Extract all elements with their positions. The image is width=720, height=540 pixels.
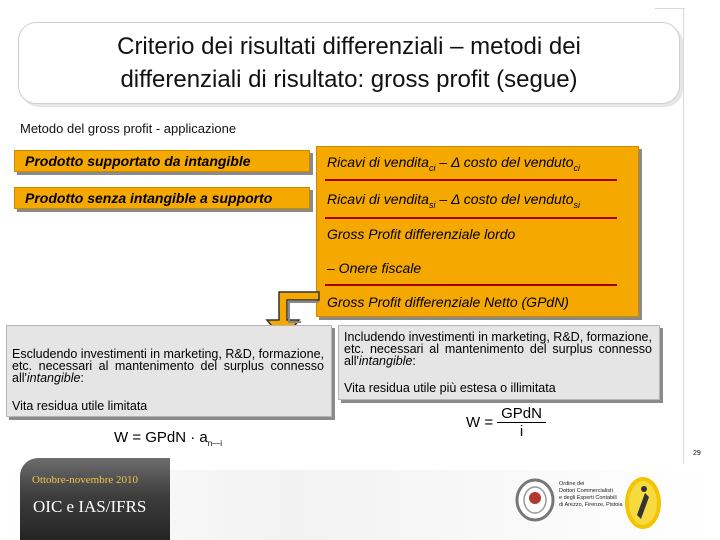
separator (325, 179, 617, 181)
left-panel-text: Escludendo investimenti in marketing, R&D, formazione, etc. necessari al mantenimento del surplus connesso all'intangible: (12, 347, 324, 385)
right-info-panel (338, 325, 660, 400)
left-info-panel (6, 325, 332, 417)
subtitle: Metodo del gross profit - applicazione (20, 121, 237, 136)
formula-line-tax: – Onere fiscale (327, 260, 422, 276)
page-number: 29 (693, 450, 701, 457)
title-line-1: Criterio dei risultati differenziali – metodi dei (117, 33, 581, 60)
side-line (683, 8, 684, 463)
emblem-logo-icon (623, 475, 663, 531)
left-panel-note: Vita residua utile limitata (12, 399, 148, 413)
formula-line-ci: Ricavi di vendita$_{ci}$ – Δ costo del venduto$_{ci}$ (327, 154, 581, 173)
formula-line-si: Ricavi di vendita$_{si}$ – Δ costo del venduto$_{si}$ (327, 191, 581, 210)
footer-date: Ottobre-novembre 2010 (32, 474, 138, 486)
ordine-logo-icon (515, 478, 555, 522)
title-banner (18, 22, 680, 104)
title-line-2: differenziali di risultato: gross profit (segue) (120, 66, 578, 93)
corner-line (655, 8, 685, 9)
label-unsupported-text: Prodotto senza intangible a supporto (25, 190, 273, 206)
right-panel-note: Vita residua utile più estesa o illimitata (344, 381, 556, 395)
formula-annuity: W = GPdN · $a_{n⎯⎯i}$ (114, 429, 223, 448)
label-supported-text: Prodotto supportato da intangible (25, 153, 251, 169)
separator (325, 217, 617, 219)
label-unsupported-product (14, 187, 310, 209)
footer-org: OIC e IAS/IFRS (33, 497, 147, 516)
ordine-logo-text: Ordine dei Dottori Commercialisti e degli Esperti Contabili di Arezzo, Firenze, Pistoia (559, 481, 623, 508)
label-supported-product (14, 150, 310, 172)
formula-line-gross-profit: Gross Profit differenziale lordo (327, 226, 516, 242)
formula-perpetuity: W = $\frac{\text{GPdN}}{i}$ (466, 405, 546, 440)
gross-profit-formula-box (316, 146, 639, 317)
formula-line-net-gross-profit: Gross Profit differenziale Netto (GPdN) (327, 294, 569, 310)
separator (325, 284, 617, 286)
right-panel-text: Includendo investimenti in marketing, R&D, formazione, etc. necessari al mantenimento del surplus connesso all'intangible: (344, 330, 652, 368)
